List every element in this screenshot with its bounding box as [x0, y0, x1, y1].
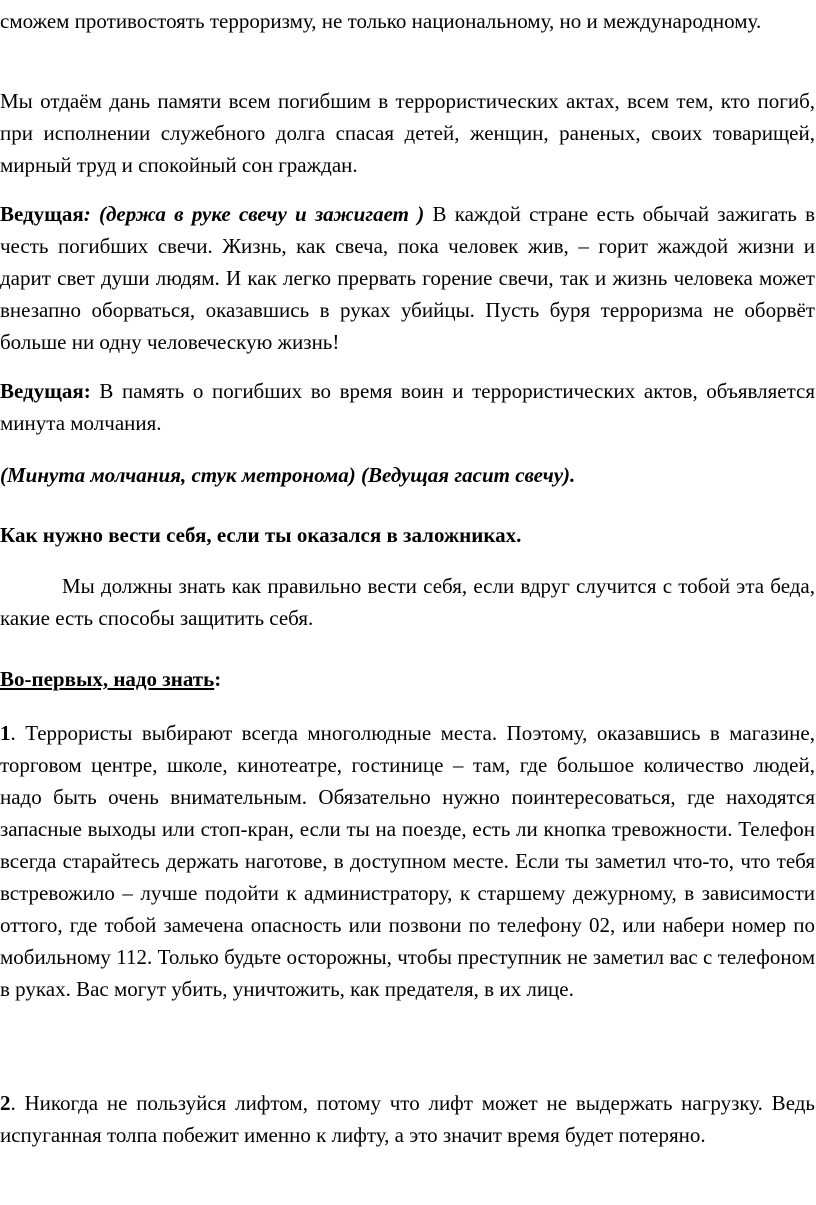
list-item-text: . Террористы выбирают всегда многолюдные места. Поэтому, оказавшись в магазине, торговом центре, школе, кинотеатре, гостинице – там, где большое количество людей, надо быть очень внимательным. Обязательно нужно поинтересоваться, где находятся запасные выходы или стоп-кран, если ты на поезде, есть ли кнопка тревожности. Телефон всегда старайтесь держать наготове, в доступном месте. Если ты заметил что-то, что тебя встревожило – лучше подойти к администратору, к старшему дежурному, в зависимости оттого, где тобой замечена опасность или позвони по телефону 02, или набери номер по мобильному 112. Только будьте осторожны, чтобы преступник не заметил вас с телефоном в руках. Вас могут убить, уничтожить, как предателя, в их лице.: [0, 721, 815, 1001]
speaker-label: Ведущая: [0, 202, 84, 226]
paragraph-intro-continuation: сможем противостоять терроризму, не только национальному, но и международному.: [0, 9, 762, 33]
paragraph-silence-text: В память о погибших во время воин и террористических актов, объявляется минута молчания.: [0, 379, 815, 435]
paragraph-hostage-intro: Мы должны знать как правильно вести себя, если вдруг случится с тобой эта беда, какие есть способы защитить себя.: [0, 574, 815, 630]
subheading-text: Во-первых, надо знать: [0, 667, 215, 691]
list-item-text: . Никогда не пользуйся лифтом, потому что лифт может не выдержать нагрузку. Ведь испуганная толпа побежит именно к лифту, а это значит время будет потеряно.: [0, 1091, 815, 1147]
section-heading: Как нужно вести себя, если ты оказался в заложниках.: [0, 523, 522, 547]
subheading: [0, 663, 815, 695]
list-item-number: 1: [0, 721, 11, 745]
paragraph-silence-announcement: [0, 375, 815, 439]
list-item-2: [0, 1087, 815, 1151]
list-item-number: 2: [0, 1091, 11, 1115]
paragraph-candle-text: В каждой стране есть обычай зажигать в честь погибших свечи. Жизнь, как свеча, пока человек жив, – горит жаждой жизни и дарит свет души людям. И как легко прервать горение свечи, так и жизнь человека может внезапно оборваться, оказавшись в руках убийцы. Пусть буря терроризма не оборвёт больше ни одну человеческую жизнь!: [0, 202, 815, 354]
speaker-label: Ведущая:: [0, 379, 91, 403]
subheading-colon: :: [214, 667, 222, 691]
paragraph-candle: [0, 198, 815, 358]
stage-direction: : (держа в руке свечу и зажигает ): [83, 202, 425, 226]
stage-direction-silence: (Минута молчания, стук метронома) (Ведущая гасит свечу).: [0, 463, 576, 487]
list-item-1: [0, 717, 815, 1005]
paragraph-memory: Мы отдаём дань памяти всем погибшим в террористических актах, всем тем, кто погиб, при исполнении служебного долга спасая детей, женщин, раненых, своих товарищей, мирный труд и спокойный сон граждан.: [0, 89, 815, 177]
